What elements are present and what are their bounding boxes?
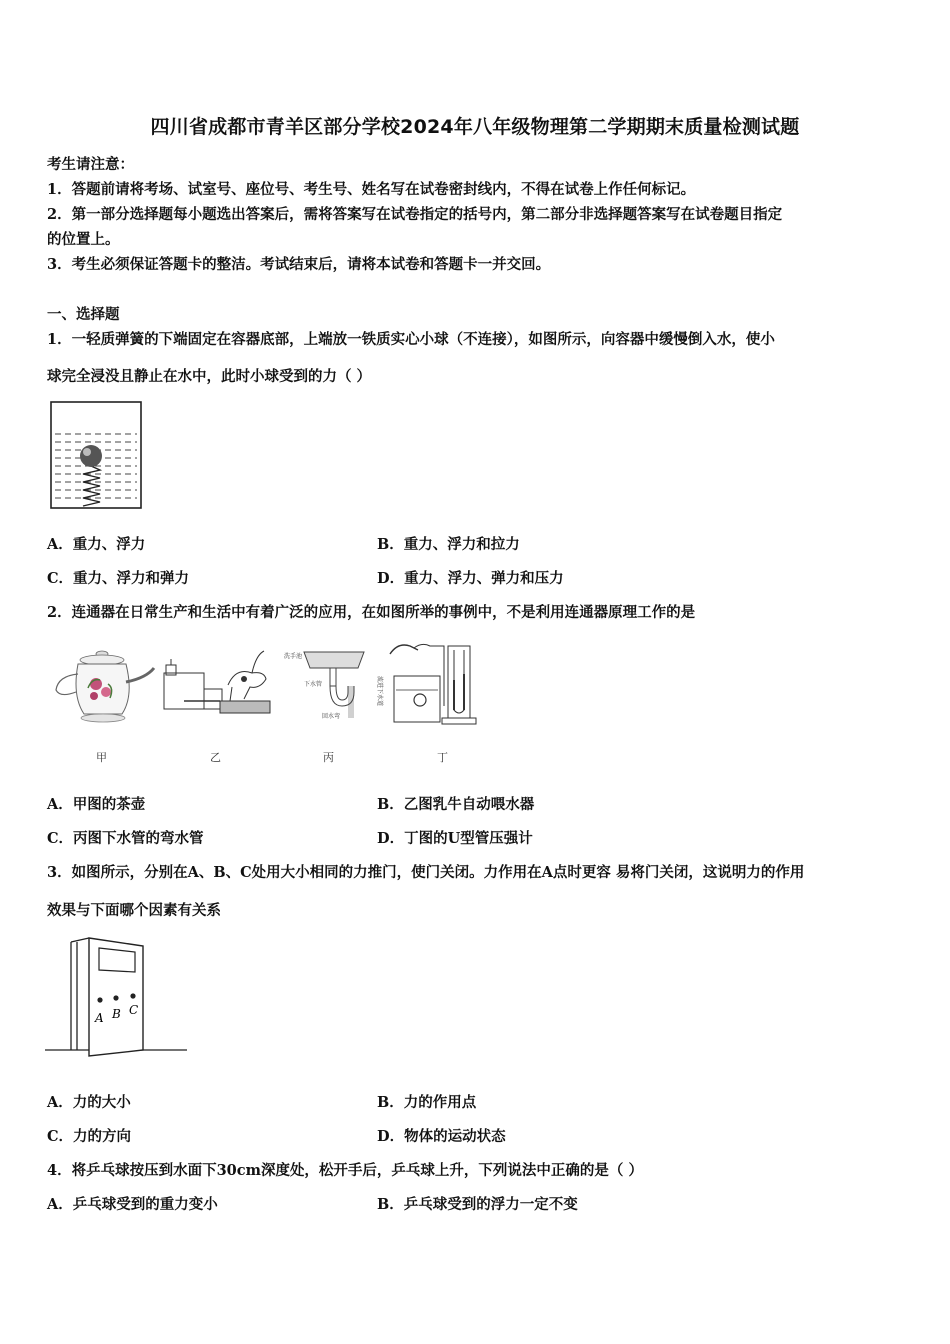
notice-heading: 考生请注意： [47, 156, 134, 173]
sink-label-drain: 流进下水道 [376, 676, 383, 707]
sink-label-pipe: 下水管 [304, 681, 323, 688]
q1-option-c: C．重力、浮力和弹力 [47, 570, 190, 587]
q2-option-a: A．甲图的茶壶 [47, 796, 146, 813]
q2-option-d: D．丁图的U型管压强计 [377, 830, 533, 847]
notice-item-3: 3．考生必须保证答题卡的整洁。考试结束后，请将本试卷和答题卡一并交回。 [47, 256, 551, 273]
q3-stem-line1: 3．如图所示，分别在A、B、C处用大小相同的力推门，使门关闭。力作用在A点时更容 易将门关闭，这说明力的作用 [47, 864, 805, 881]
q3-door-figure [45, 934, 189, 1056]
q1-option-a: A．重力、浮力 [47, 536, 146, 553]
q4-stem: 4．将乒乓球按压到水面下30cm深度处，松开手后，乒乓球上升，下列说法中正确的是（ ） [47, 1162, 643, 1179]
door-point-a: A [95, 1011, 104, 1025]
sink-label-basin: 洗手池 [284, 653, 303, 660]
q3-option-c: C．力的方向 [47, 1128, 132, 1145]
sink-label-trap: 回水弯 [322, 713, 341, 720]
q2-option-c: C．丙图下水管的弯水管 [47, 830, 204, 847]
q2-sink-figure [282, 646, 384, 722]
q2-feeder-figure [160, 645, 272, 719]
page-title: 四川省成都市青羊区部分学校2024年八年级物理第二学期期末质量检测试题 [150, 116, 800, 138]
section-heading: 一、选择题 [47, 306, 120, 323]
q2-teapot-figure [50, 648, 160, 724]
q4-option-a: A．乒乓球受到的重力变小 [47, 1196, 218, 1213]
notice-item-2-cont: 的位置上。 [47, 231, 120, 248]
q1-option-d: D．重力、浮力、弹力和压力 [377, 570, 564, 587]
q1-spring-ball-figure [47, 398, 147, 512]
q2-caption-ding: 丁 [437, 751, 448, 764]
door-point-c: C [129, 1003, 139, 1017]
q1-stem-line2: 球完全浸没且静止在水中，此时小球受到的力（ ） [47, 368, 372, 385]
q2-stem: 2．连通器在日常生产和生活中有着广泛的应用，在如图所举的事例中，不是利用连通器原理工作的是 [47, 604, 696, 621]
q1-stem-line1: 1．一轻质弹簧的下端固定在容器底部，上端放一铁质实心小球（不连接），如图所示，向容器中缓慢倒入水，使小 [47, 331, 775, 348]
q3-option-a: A．力的大小 [47, 1094, 131, 1111]
notice-item-2: 2．第一部分选择题每小题选出答案后，需将答案写在试卷指定的括号内，第二部分非选择题答案写在试卷题目指定 [47, 206, 783, 223]
notice-item-1: 1．答题前请将考场、试室号、座位号、考生号、姓名写在试卷密封线内，不得在试卷上作任何标记。 [47, 181, 696, 198]
q2-manometer-figure [384, 636, 480, 728]
q3-option-d: D．物体的运动状态 [377, 1128, 506, 1145]
q3-option-b: B．力的作用点 [377, 1094, 477, 1111]
door-point-b: B [112, 1007, 121, 1021]
q4-option-b: B．乒乓球受到的浮力一定不变 [377, 1196, 578, 1213]
q2-caption-bing: 丙 [323, 751, 334, 764]
q1-option-b: B．重力、浮力和拉力 [377, 536, 520, 553]
q2-caption-yi: 乙 [210, 751, 221, 764]
q2-caption-jia: 甲 [96, 751, 107, 764]
q3-stem-line2: 效果与下面哪个因素有关系 [47, 902, 221, 919]
q2-option-b: B．乙图乳牛自动喂水器 [377, 796, 535, 813]
